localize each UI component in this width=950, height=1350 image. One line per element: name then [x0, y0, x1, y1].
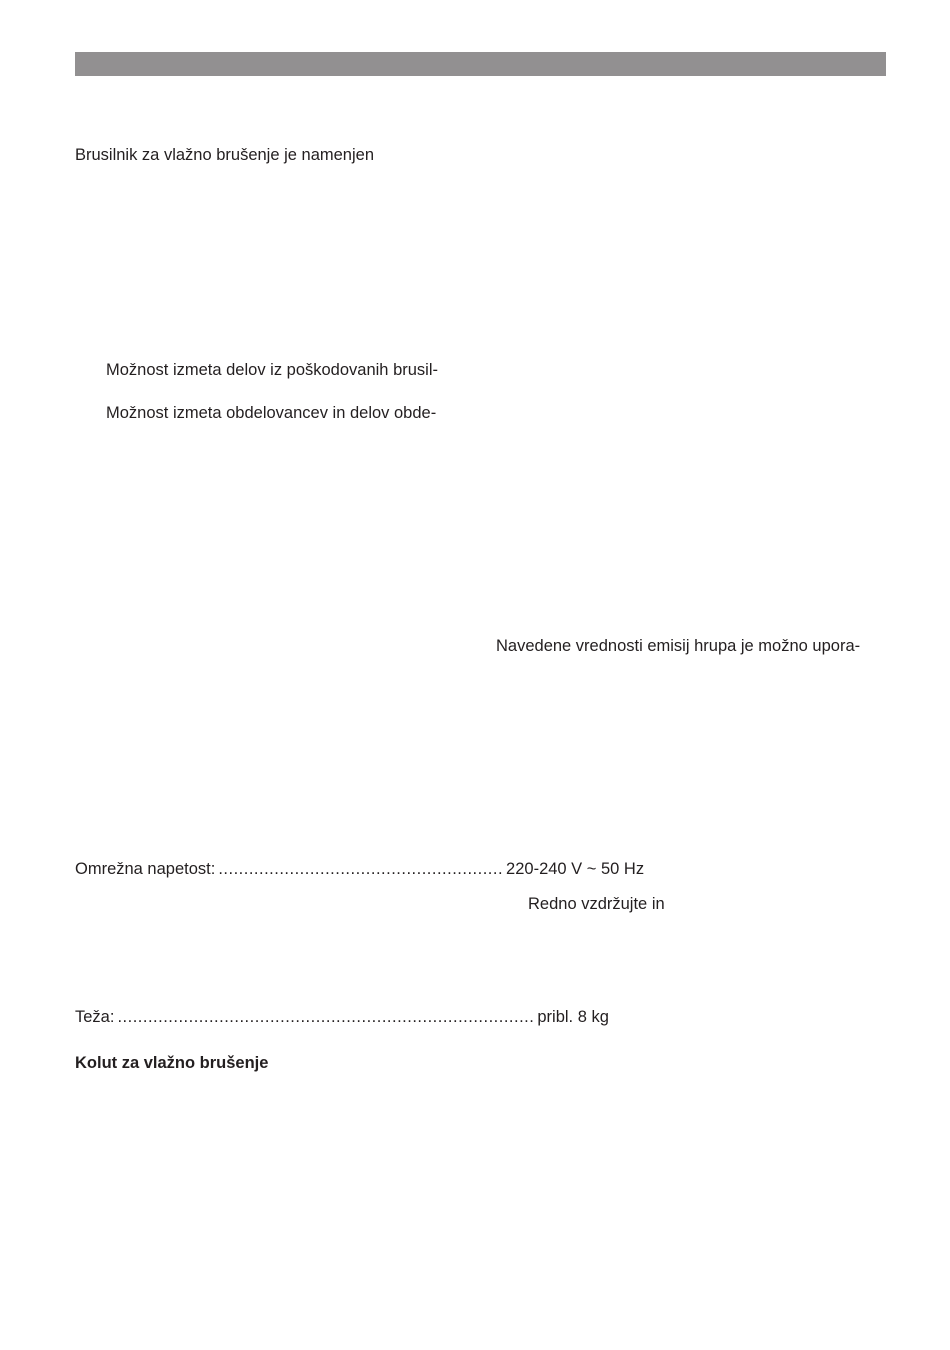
noise-emission-text: Navedene vrednosti emisij hrupa je možno upora-: [496, 637, 861, 655]
spec-weight-row: [75, 1007, 609, 1027]
spec-voltage-row: [75, 859, 645, 879]
maintenance-text: Redno vzdržujte in: [528, 895, 665, 913]
spec-weight-leader: ..................................................................................: [117, 1008, 535, 1026]
hazard-item-parts: Možnost izmeta delov iz poškodovanih brusil-: [106, 361, 438, 379]
spec-voltage-label: Omrežna napetost:: [75, 860, 216, 878]
section-header-bar: [75, 52, 886, 76]
wheel-section-heading: Kolut za vlažno brušenje: [75, 1054, 269, 1072]
spec-weight-value: pribl. 8 kg: [537, 1008, 609, 1026]
spec-voltage-leader: ........................................................: [218, 860, 504, 878]
spec-voltage-value: 220-240 V ~ 50 Hz: [506, 860, 645, 878]
spec-weight-label: Teža:: [75, 1008, 115, 1026]
hazard-item-workpieces: Možnost izmeta obdelovancev in delov obde-: [106, 404, 437, 422]
intended-use-text: Brusilnik za vlažno brušenje je namenjen: [75, 146, 374, 164]
